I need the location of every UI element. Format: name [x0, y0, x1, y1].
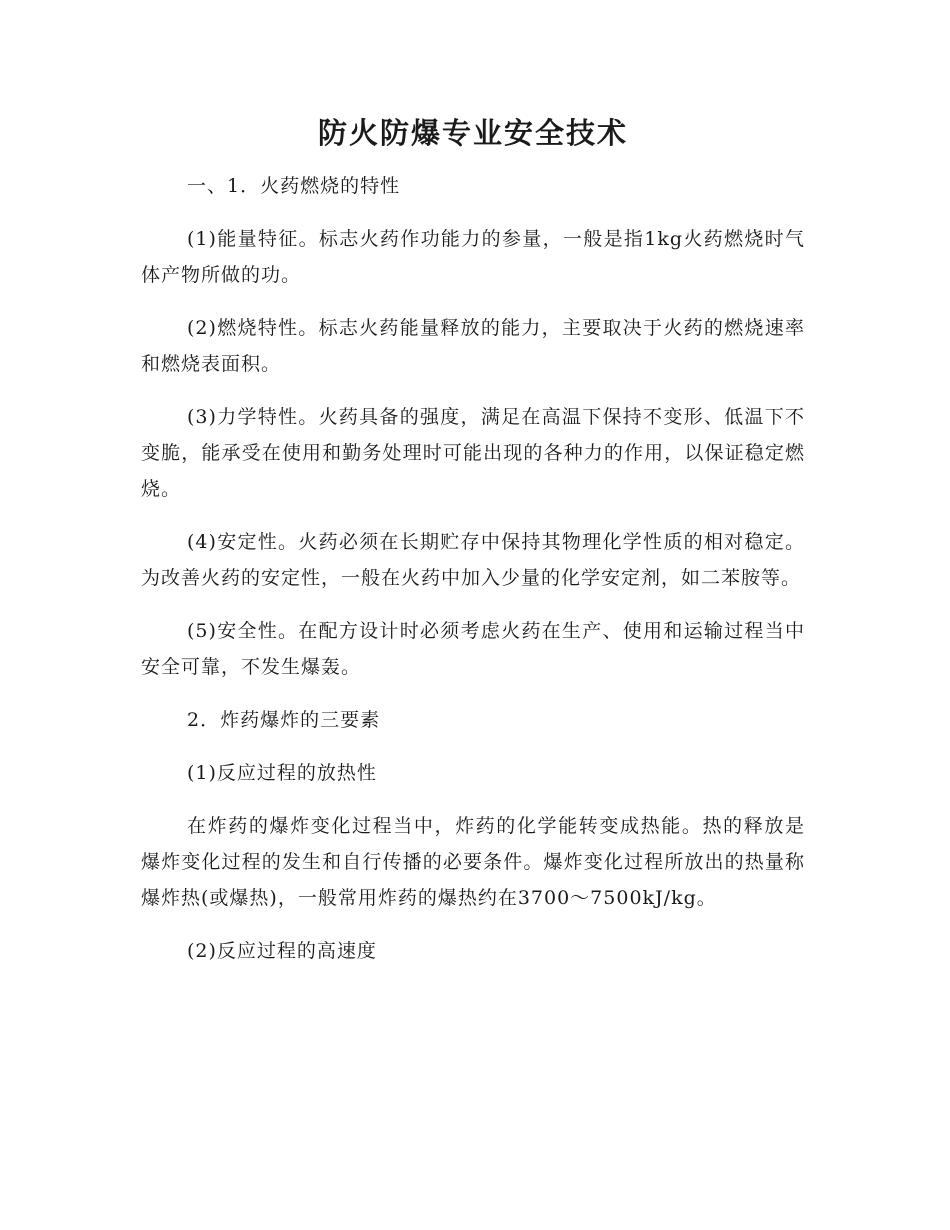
heading-explosive-three-elements: 2．炸药爆炸的三要素 [187, 709, 381, 731]
paragraph-mechanical-characteristics: (3)力学特性。火药具备的强度，满足在高温下保持不变形、低温下不变脆，能承受在使用和勤务处理时可能出现的各种力的作用，以保证稳定燃烧。 [141, 406, 805, 500]
paragraph-combustion-characteristics: (2)燃烧特性。标志火药能量释放的能力，主要取决于火药的燃烧速率和燃烧表面积。 [141, 317, 805, 375]
subheading-reaction-speed: (2)反应过程的高速度 [187, 940, 377, 962]
paragraph-stability: (4)安定性。火药必须在长期贮存中保持其物理化学性质的相对稳定。为改善火药的安定性，一般在火药中加入少量的化学安定剂，如二苯胺等。 [141, 531, 805, 589]
subheading-exothermic-reaction: (1)反应过程的放热性 [187, 762, 377, 784]
paragraph-explosion-heat: 在炸药的爆炸变化过程当中，炸药的化学能转变成热能。热的释放是爆炸变化过程的发生和自行传播的必要条件。爆炸变化过程所放出的热量称爆炸热(或爆热)，一般常用炸药的爆热约在3700～7500kJ/kg。 [141, 815, 805, 909]
heading-gunpowder-combustion-properties: 一、1．火药燃烧的特性 [187, 175, 401, 197]
document-body [141, 112, 805, 986]
paragraph-safety: (5)安全性。在配方设计时必须考虑火药在生产、使用和运输过程当中安全可靠，不发生爆轰。 [141, 620, 805, 678]
paragraph-energy-characteristics: (1)能量特征。标志火药作功能力的参量，一般是指1kg火药燃烧时气体产物所做的功。 [141, 228, 805, 286]
document-title: 防火防爆专业安全技术 [317, 116, 628, 150]
